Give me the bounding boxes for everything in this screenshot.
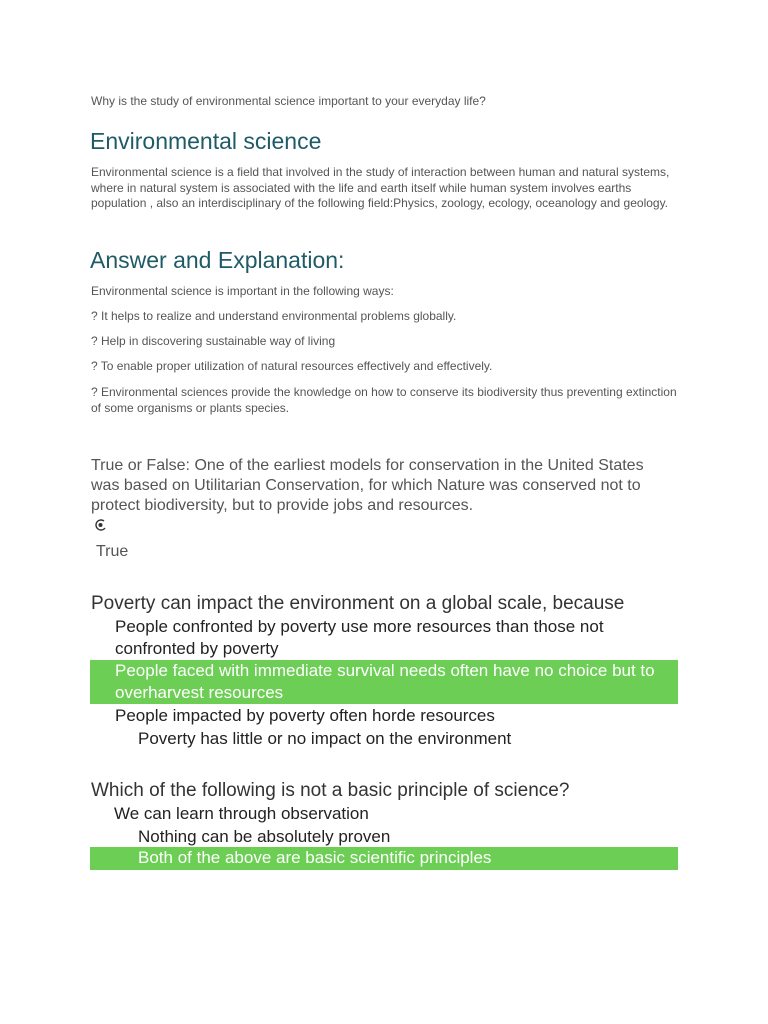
mc2-option-1[interactable]: We can learn through observation [114,804,369,823]
answer-point-3: ? To enable proper utilization of natural resources effectively and effectively. [91,359,493,373]
true-false-answer: True [96,543,129,560]
mc1-question: Poverty can impact the environment on a global scale, because [91,593,625,614]
mc2-option-3[interactable]: Both of the above are basic scientific principles [138,848,492,867]
answer-point-2: ? Help in discovering sustainable way of living [91,334,336,348]
mc2-option-2[interactable]: Nothing can be absolutely proven [138,827,391,846]
mc1-option-4[interactable]: Poverty has little or no impact on the environment [138,729,512,748]
section-heading-answer: Answer and Explanation: [90,247,345,273]
true-false-question: True or False: One of the earliest models for conservation in the United States was based on Utilitarian Conservation, for which Nature was conserved not to protect biodiversity, but to provide jobs and resources. [91,457,644,514]
radio-selected-icon[interactable] [95,518,107,532]
mc1-option-1[interactable]: People confronted by poverty use more resources than those not confronted by poverty [115,617,604,658]
section-body-environmental-science: Environmental science is a field that involved in the study of interaction between human and natural systems, where in natural system is associated with the life and earth itself while human system involves earths population , also an interdisciplinary of the following field:Physics, zoology, ecology, oceanology and geology. [91,165,670,210]
mc1-option-2[interactable]: People faced with immediate survival needs often have no choice but to overharvest resources [115,661,655,702]
mc1-option-2-highlight[interactable] [90,660,678,704]
section-heading-environmental-science: Environmental science [90,128,322,154]
mc1-option-3[interactable]: People impacted by poverty often horde resources [115,706,495,725]
answer-point-4: ? Environmental sciences provide the knowledge on how to conserve its biodiversity thus preventing extinction of some organisms or plants species. [91,385,677,415]
answer-point-1: ? It helps to realize and understand environmental problems globally. [91,309,457,323]
answer-intro: Environmental science is important in the following ways: [91,284,394,298]
mc2-question: Which of the following is not a basic principle of science? [91,780,570,801]
mc2-option-3-highlight[interactable] [90,847,678,870]
intro-question: Why is the study of environmental science important to your everyday life? [91,94,486,108]
